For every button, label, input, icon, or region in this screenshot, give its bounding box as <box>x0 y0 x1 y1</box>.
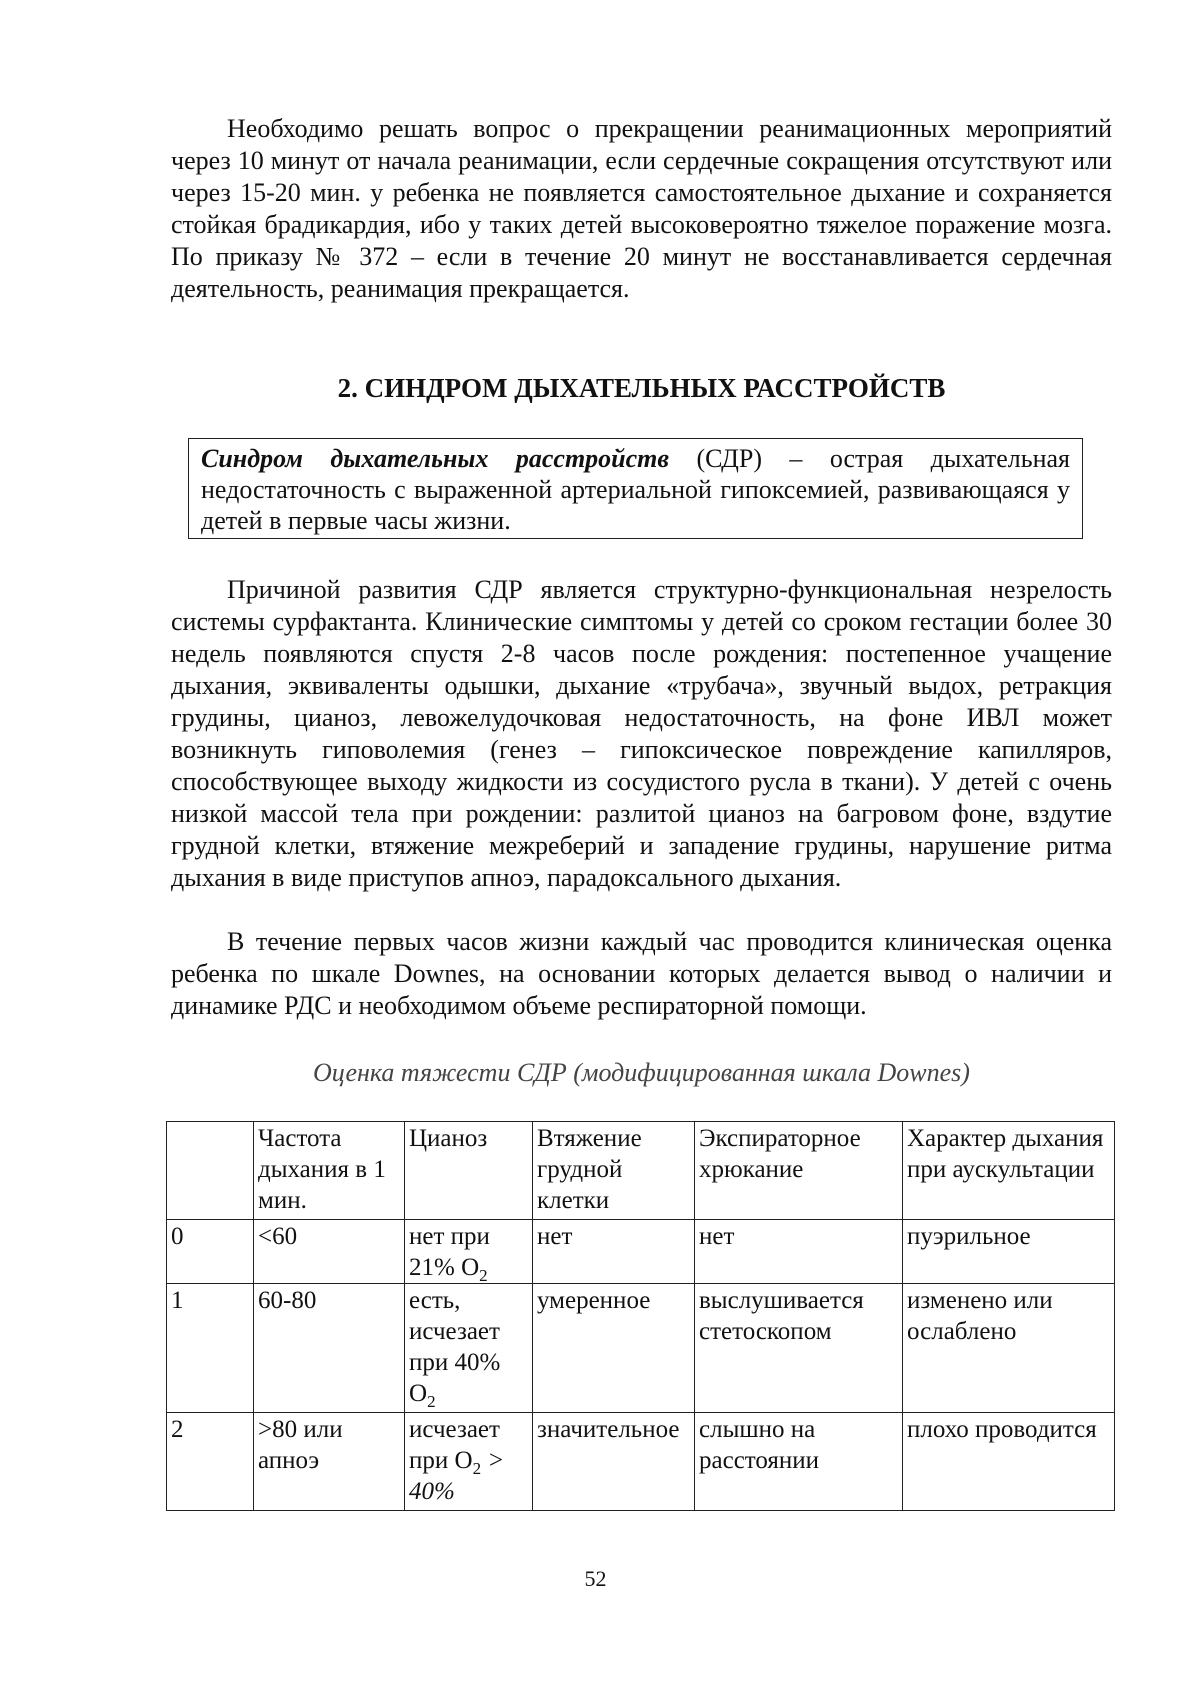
cell-rate: <60 <box>254 1220 405 1284</box>
cell-auscultation: изменено или ослаблено <box>903 1284 1115 1413</box>
cell-cyanosis: есть, исчезает при 40% $O_2$ <box>405 1284 533 1413</box>
cell-cyanosis: исчезает при $O_2 > 40\%$ <box>405 1413 533 1511</box>
table-row <box>167 1284 1115 1413</box>
header-chest-retraction: Втяжение грудной клетки <box>533 1122 695 1220</box>
section-heading: 2. СИНДРОМ ДЫХАТЕЛЬНЫХ РАССТРОЙСТВ <box>337 373 946 403</box>
header-expiratory-grunting: Экспираторное хрюкание <box>695 1122 903 1220</box>
table-header-row <box>167 1122 1115 1220</box>
cell-grunting: слышно на расстоянии <box>695 1413 903 1511</box>
cell-auscultation: пуэрильное <box>903 1220 1115 1284</box>
definition-text: (СДР) – острая дыхательная недостаточность с выраженной артериальной гипоксемией, развивающаяся у детей в первые часы жизни. <box>201 444 1070 535</box>
paragraph-assessment: В течение первых часов жизни каждый час проводится клиническая оценка ребенка по шкале Downes, на основании которых делается вывод о наличии и динамике РДС и необходимом объеме респираторной помощи. <box>171 927 1112 1020</box>
table-row <box>167 1413 1115 1511</box>
paragraph-causes: Причиной развития СДР является структурно-функциональная незрелость системы сурфактанта. Клинические симптомы у детей со сроком гестации более 30 недель появляются спустя 2-8 часов после рождения: постепенное учащение дыхания, эквиваленты одышки, дыхание «трубача», звучный выдох, ретракция грудины, цианоз, левожелудочковая недостаточность, на фоне ИВЛ может возникнуть гиповолемия (генез – гипоксическое повреждение капилляров, способствующее выходу жидкости из сосудистого русла в ткани). У детей с очень низкой массой тела при рождении: разлитой цианоз на багровом фоне, вздутие грудной клетки, втяжение межреберий и западение грудины, нарушение ритма дыхания в виде приступов апноэ, парадоксального дыхания. <box>171 575 1112 892</box>
cell-cyanosis: нет при 21% $O_2$ <box>405 1220 533 1284</box>
cell-score: 2 <box>167 1413 254 1511</box>
cell-score: 0 <box>167 1220 254 1284</box>
table-row <box>167 1220 1115 1284</box>
definition-term: Синдром дыхательных расстройств <box>201 444 670 473</box>
header-breathing-rate: Частота дыхания в 1 мин. <box>254 1122 405 1220</box>
cell-retraction: нет <box>533 1220 695 1284</box>
definition-box <box>188 438 1083 539</box>
paragraph-resuscitation-stop: Необходимо решать вопрос о прекращении реанимационных мероприятий через 10 минут от начала реанимации, если сердечные сокращения отсутствуют или через 15-20 мин. у ребенка не появляется самостоятельное дыхание и сохраняется стойкая брадикардия, ибо у таких детей высоковероятно тяжелое поражение мозга. По приказу № 372 – если в течение 20 минут не восстанавливается сердечная деятельность, реанимация прекращается. <box>171 114 1112 303</box>
cell-grunting: выслушивается стетоскопом <box>695 1284 903 1413</box>
header-cyanosis: Цианоз <box>405 1122 533 1220</box>
cell-score: 1 <box>167 1284 254 1413</box>
cell-rate: >80 или апноэ <box>254 1413 405 1511</box>
cell-grunting: нет <box>695 1220 903 1284</box>
page-number: 52 <box>584 1566 607 1591</box>
cell-retraction: умеренное <box>533 1284 695 1413</box>
cell-auscultation: плохо проводится <box>903 1413 1115 1511</box>
cell-retraction: значительное <box>533 1413 695 1511</box>
table-caption: Оценка тяжести СДР (модифицированная шкала Downes) <box>313 1058 970 1087</box>
header-score <box>167 1122 254 1220</box>
downes-scale-table <box>166 1121 1115 1511</box>
header-auscultation: Характер дыхания при аускультации <box>903 1122 1115 1220</box>
cell-rate: 60-80 <box>254 1284 405 1413</box>
